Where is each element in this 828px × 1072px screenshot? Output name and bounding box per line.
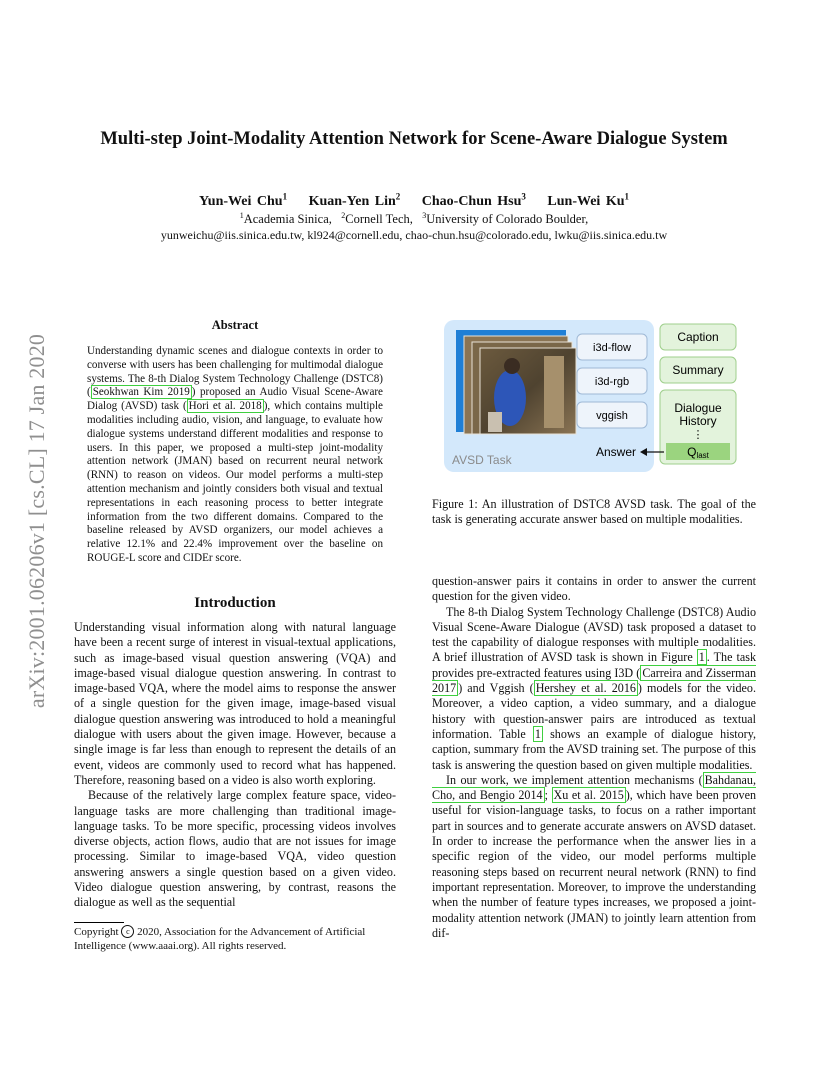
summary-label: Summary: [672, 363, 724, 377]
figure-caption: Figure 1: An illustration of DSTC8 AVSD task. The goal of the task is generating accurate answer based on multiple modalities.: [432, 497, 756, 527]
citation-link[interactable]: Carreira and Zisserman 2017: [432, 665, 756, 696]
figure-ref-link[interactable]: 1: [698, 650, 705, 665]
feature-label: i3d-flow: [593, 342, 631, 354]
citation-link[interactable]: Hershey et al. 2016: [535, 681, 636, 696]
paper-title: Multi-step Joint-Modality Attention Network for Scene-Aware Dialogue System: [100, 129, 728, 149]
intro-paragraph: Because of the relatively large complex feature space, video-language tasks are more challenging than traditional image-language tasks. To be more specific, processing videos involves diverse objects, action flows, audio that are not issues for image processing. Similar to image-based VQA, video question answering answers a single question based on a given video. Video dialogue question answering, by contrast, reasons the dialogue as well as the sequential: [74, 788, 396, 910]
affiliations: $^1$Academia Sinica, $^2$Cornell Tech, $^3$University of Colorado Boulder,: [239, 211, 589, 227]
body-paragraph: In our work, we implement attention mechanisms ( Bahdanau, Cho, and Bengio 2014 ; Xu et al. 2015 ), which have been proven useful for vision-language tasks, to focus on a rather important part in sources and to generate accurate answers on AVSD dataset. In order to increase the performance when the answer lies in a specific region of the video, our model performs multiple reasoning steps based on recurrent neural network (RNN) to find important representation. Moreover, to improve the understanding when the number of feature types increases, we proposed a joint-modality attention network (JMAN) to jointly learn attention from dif-: [432, 772, 756, 940]
intro-paragraph: Understanding visual information along with natural language have been a recent surge of interest in visual-textual applications, such as image-based visual question answering (VQA) and image-based visual dialogue question answering. In contrast to image-based VQA, where the model aims to response the answer of a single question for the given image, image-based visual dialogue question answering was introduced to hold a meaningful dialogue with users about the given image. However, because a single image is far less than enough to represent the details of an event, videos are commonly used to record what has happened. Therefore, reasoning based on a video is also worth exploring.: [74, 620, 396, 787]
feature-label: i3d-rgb: [594, 376, 630, 388]
citation-link[interactable]: Xu et al. 2015: [553, 788, 624, 803]
answer-label: Answer: [596, 445, 637, 459]
author-2: Kuan-Yen Lin$^2$: [308, 191, 401, 209]
author-3: Chao-Chun Hsu$^3$: [421, 191, 526, 209]
author-list: [40, 191, 788, 210]
copyright-symbol: c: [121, 925, 134, 938]
ellipsis-mark: ⋮: [692, 428, 704, 441]
author-4: Lun-Wei Ku$^1$: [547, 191, 630, 209]
abstract-text: Understanding dynamic scenes and dialogue contexts in order to converse with users has been challenging for multimodal dialogue systems. The 8-th Dialog System Technology Challenge (DSTC8) ( Seokhwan Kim 2019 ) proposed an Audio Visual Scene-Aware Dialog (AVSD) task ( Hori et al. 2018 ), which contains multiple modalities including audio, vision, and language, to evaluate how dialogue systems understand different modalities and response to users. In this paper, we proposed a multi-step joint-modality attention network (JMAN) based on recurrent neural network (RNN) to reason on videos. Our model performs a multi-step attention mechanism and jointly considers both visual and textual representations in each reasoning process to better integrate information from the two different domains. Compared to the baseline released by AVSD organizers, our model achieves a relative 12.1% and 22.4% improvement over the baseline on ROUGE-L score and CIDEr score.: [87, 345, 383, 564]
dialogue-history-label: Dialogue History: [674, 401, 722, 428]
author-emails: yunweichu@iis.sinica.edu.tw, kl924@cornell.edu, chao-chun.hsu@colorado.edu, lwku@iis.sinica.edu.tw: [160, 228, 668, 242]
feature-label: vggish: [596, 410, 628, 422]
citation-link[interactable]: Bahdanau, Cho, and Bengio 2014: [432, 772, 756, 803]
video-frame-door: [544, 356, 564, 428]
author-1: Yun-Wei Chu$^1$: [198, 191, 288, 209]
citation-link[interactable]: Hori et al. 2018: [188, 400, 262, 413]
introduction-heading: Introduction: [194, 595, 276, 611]
introduction-body: [74, 620, 396, 911]
video-person-head: [504, 358, 520, 374]
copyright-footnote: Copyright c 2020, Association for the Advancement of Artificial Intelligence (www.aaai.org). All rights reserved.: [74, 926, 366, 952]
caption-label: Caption: [677, 330, 719, 344]
footnote-rule: [74, 922, 124, 923]
abstract-heading: Abstract: [211, 318, 259, 332]
body-paragraph: question-answer pairs it contains in order to answer the current question for the given video.: [432, 574, 756, 604]
video-object: [488, 412, 502, 432]
right-column-body: [432, 574, 756, 941]
citation-link[interactable]: Seokhwan Kim 2019: [92, 386, 190, 399]
table-ref-link[interactable]: 1: [534, 726, 541, 741]
q-last-label: Qlast: [687, 445, 709, 460]
body-paragraph: The 8-th Dialog System Technology Challenge (DSTC8) Audio Visual Scene-Aware Dialogue (AVSD) task proposed a dataset to test the capability of dialogue responses with multiple modalities. A brief illustration of AVSD task is shown in Figure 1 . The task provides pre-extracted features using I3D ( Carreira and Zisserman 2017 ) and Vggish ( Hershey et al. 2016 ) models for the video. Moreover, a video caption, a video summary, and a dialogue history with question-answer pairs are introduced as textual information. Table 1 shows an example of dialogue history, caption, summary from the AVSD training set. The purpose of this task is answering the question based on given multiple modalities.: [432, 604, 756, 772]
arxiv-stamp: arXiv:2001.06206v1 [cs.CL] 17 Jan 2020: [24, 333, 49, 709]
task-label: AVSD Task: [452, 453, 512, 467]
avsd-task-figure: [444, 320, 744, 472]
